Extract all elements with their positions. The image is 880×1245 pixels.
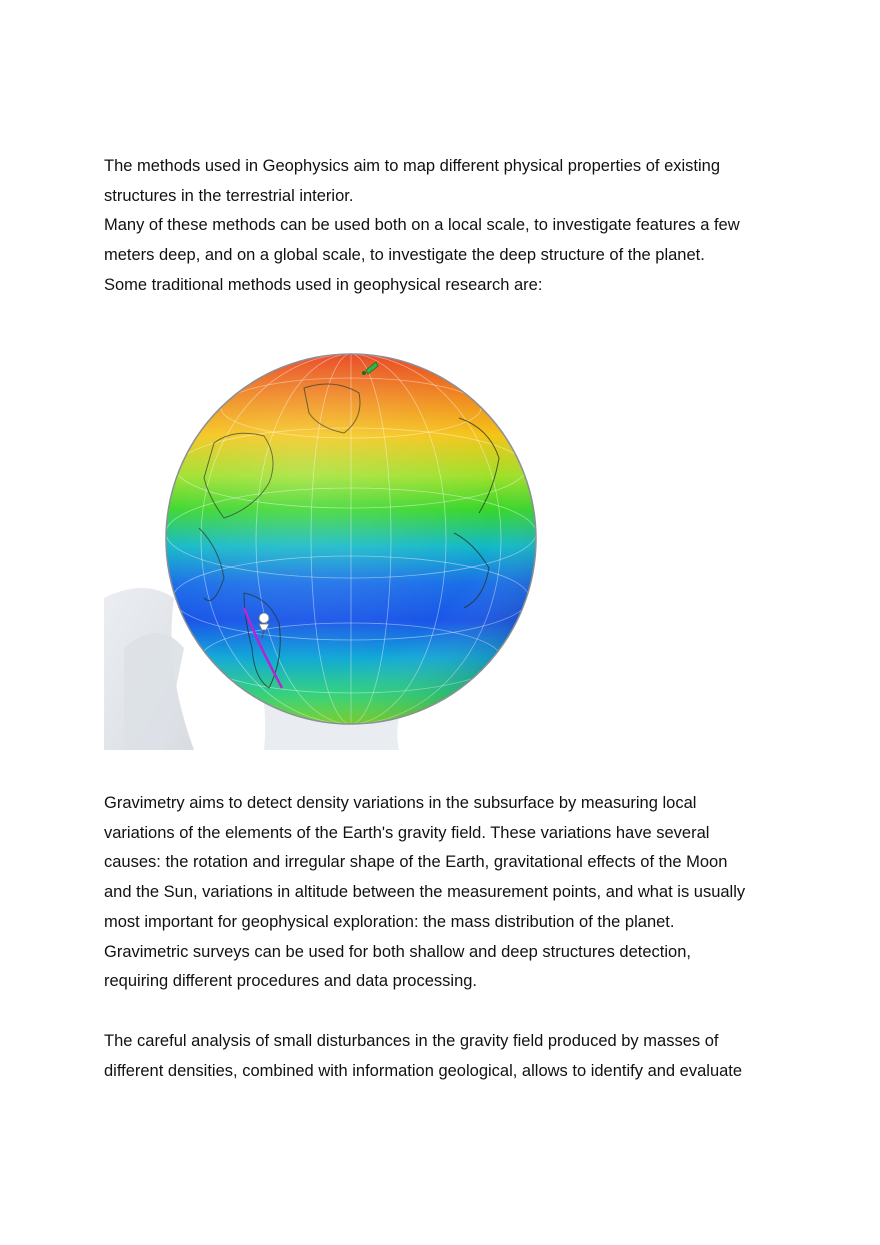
text-line: most important for geophysical exploration: the mass distribution of the planet. bbox=[104, 912, 675, 931]
globe-illustration bbox=[104, 348, 544, 750]
text-line: and the Sun, variations in altitude between the measurement points, and what is usually bbox=[104, 883, 746, 902]
text-line: Many of these methods can be used both on a local scale, to investigate features a few bbox=[104, 216, 740, 235]
text-line: Some traditional methods used in geophysical research are: bbox=[104, 275, 543, 294]
text-line: variations of the elements of the Earth's gravity field. These variations have several bbox=[104, 823, 710, 842]
intro-paragraph bbox=[104, 152, 804, 301]
globe bbox=[166, 354, 536, 724]
gravimetry-paragraph bbox=[104, 789, 804, 997]
text-line: The methods used in Geophysics aim to map different physical properties of existing bbox=[104, 157, 721, 175]
text-line: requiring different procedures and data processing. bbox=[104, 972, 478, 991]
text-line: The careful analysis of small disturbances in the gravity field produced by masses of bbox=[104, 1032, 719, 1050]
text-line: meters deep, and on a global scale, to investigate the deep structure of the planet. bbox=[104, 246, 705, 265]
text-line: Gravimetric surveys can be used for both shallow and deep structures detection, bbox=[104, 942, 691, 961]
analysis-paragraph bbox=[104, 1027, 804, 1086]
text-line: causes: the rotation and irregular shape of the Earth, gravitational effects of the Moon bbox=[104, 853, 728, 872]
text-line: structures in the terrestrial interior. bbox=[104, 186, 354, 205]
text-line: Gravimetry aims to detect density variations in the subsurface by measuring local bbox=[104, 794, 697, 812]
gravity-globe-figure bbox=[104, 348, 544, 750]
text-line: different densities, combined with information geological, allows to identify and evaluate bbox=[104, 1061, 743, 1080]
